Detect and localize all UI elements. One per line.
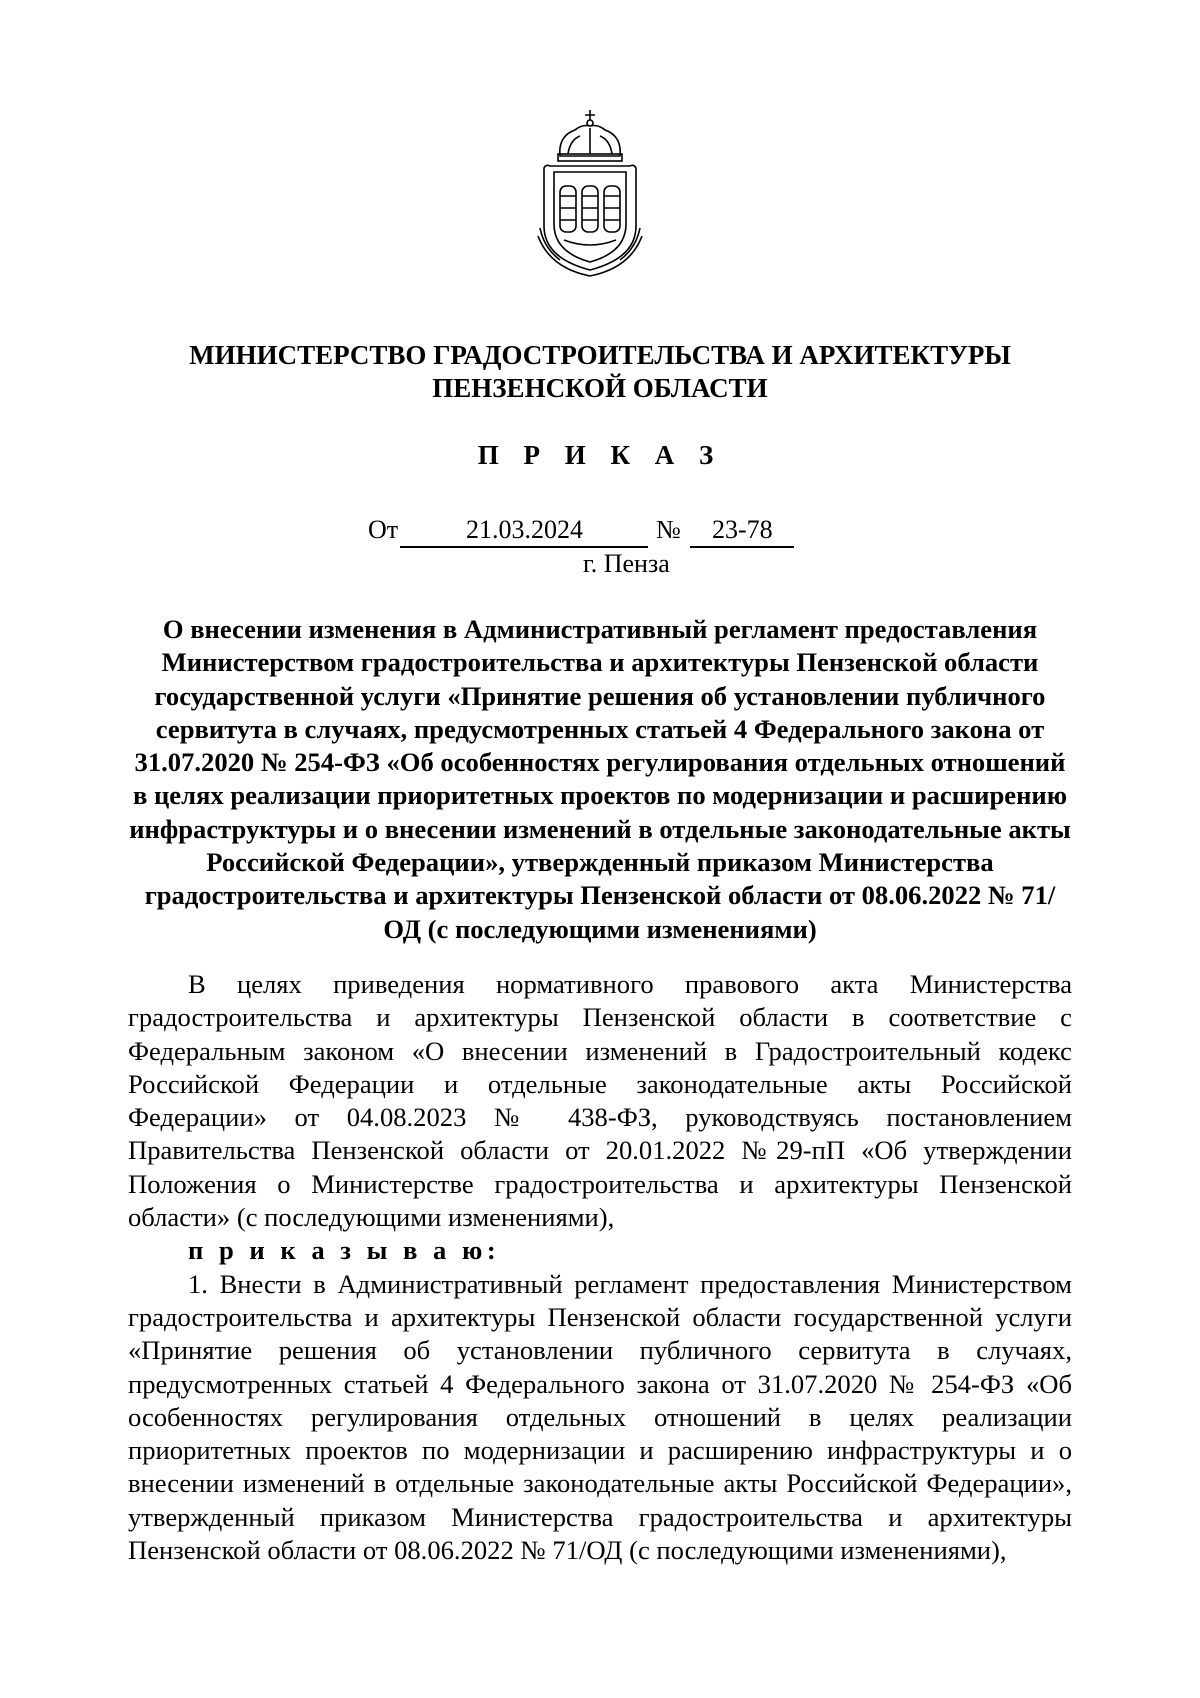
order-date: 21.03.2024 <box>466 515 583 544</box>
coat-of-arms-icon <box>530 108 650 278</box>
document-type: П Р И К А З <box>477 440 723 470</box>
item-1-paragraph: 1. Внести в Административный регламент предоставления Министерством градостроительства и архитектуры Пензенской области государственной услуги «Принятие решения об установлении публичного сервитута в случаях, предусмотренных статьей 4 Федерального закона от 31.07.2020 № 254-ФЗ «Об особенностях регулирования отдельных отношений в целях реализации приоритетных проектов по модернизации и расширению инфраструктуры и о внесении изменений в отдельные законодательные акты Российской Федерации», утвержденный приказом Министерства градостроительства и архитектуры Пензенской области от 08.06.2022 № 71/ОД (с последующими изменениями), <box>128 1268 1072 1566</box>
ordering-clause: п р и к а з ы в а ю: <box>188 1235 501 1266</box>
ministry-name <box>100 339 1100 405</box>
date-prefix: От <box>368 515 399 544</box>
ministry-name-line2: ПЕНЗЕНСКОЙ ОБЛАСТИ <box>432 373 768 403</box>
ministry-name-line1: МИНИСТЕРСТВО ГРАДОСТРОИТЕЛЬСТВА И АРХИТЕКТУРЫ <box>189 340 1011 370</box>
number-underline <box>690 546 794 548</box>
order-number: 23-78 <box>712 515 773 544</box>
preamble-paragraph: В целях приведения нормативного правового акта Министерства градостроительства и архитектуры Пензенской области в соответствие с Федеральным законом «О внесении изменений в Градостроительный кодекс Российской Федерации и отдельные законодательные акты Российской Федерации» от 04.08.2023 № 438-ФЗ, руководствуясь постановлением Правительства Пензенской области от 20.01.2022 №29-пП «Об утверждении Положения о Министерстве градостроительства и архитектуры Пензенской области» (с последующими изменениями), <box>128 969 1072 1233</box>
order-body <box>128 968 1072 1567</box>
date-number-row <box>0 515 1200 549</box>
city: г. Пенза <box>583 549 670 578</box>
date-underline <box>400 546 648 548</box>
order-title: О внесении изменения в Административный регламент предоставления Министерством градостроительства и архитектуры Пензенской области государственной услуги «Принятие решения об установлении публичного сервитута в случаях, предусмотренных статьей 4 Федерального закона от 31.07.2020 № 254-ФЗ «Об особенностях регулирования отдельных отношений в целях реализации приоритетных проектов по модернизации и расширению инфраструктуры и о внесении изменений в отдельные законодательные акты Российской Федерации», утвержденный приказом Министерства градостроительства и архитектуры Пензенской области от 08.06.2022 № 71/ОД (с последующими изменениями) <box>129 614 1071 944</box>
number-sign: № <box>656 515 681 544</box>
